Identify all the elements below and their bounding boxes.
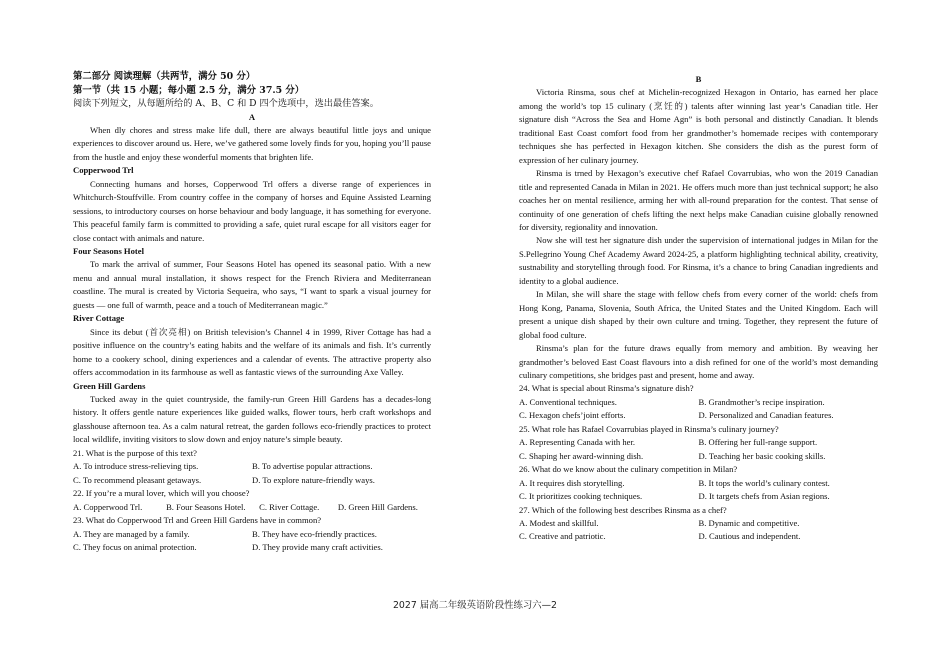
question-options xyxy=(519,396,878,423)
option-a: A. To introduce stress-relieving tips. xyxy=(73,461,199,472)
option-d: D. Cautious and independent. xyxy=(698,531,801,542)
passage-b-paragraph: Rinsma’s plan for the future draws equally from memory and ambition. By weaving her grandmother’s beloved East Coast flavours into a dish refined for one of the world’s most demanding culinary competitions, she bridges past and present, home and away. xyxy=(519,343,878,380)
passage-b-paragraph: Rinsma is trned by Hexagon’s executive chef Rafael Covarrubias, who won the 2019 Canadian title and represented Canada in Milan in 2021. He offers much more than just technical support; he also coaches her on mental resilience, arming her with all-round preparation for the contest. That sense of continuity of one generation of chefs lifting the next helps make Canadian cuisine globally renowned for diversity, regionality and innovation. xyxy=(519,168,878,232)
question-stem: 22. If you’re a mural lover, which will you choose? xyxy=(73,488,250,499)
question-stem: 26. What do we know about the culinary competition in Milan? xyxy=(519,464,738,475)
question-stem: 25. What role has Rafael Covarrubias played in Rinsma’s culinary journey? xyxy=(519,423,779,434)
section-instruction: 阅读下列短文，从每题所给的 A、B、C 和 D 四个选项中，选出最佳答案。 xyxy=(73,98,379,109)
passage-a-label: A xyxy=(248,111,256,122)
question-stem: 27. Which of the following best describes Rinsma as a chef? xyxy=(519,504,727,515)
option-c: C. To recommend pleasant getaways. xyxy=(73,474,202,485)
option-c: C. Shaping her award-winning dish. xyxy=(519,450,644,461)
item-heading: Four Seasons Hotel xyxy=(73,246,144,257)
option-b: B. Four Seasons Hotel. xyxy=(166,501,246,512)
option-b: B. Dynamic and competitive. xyxy=(698,517,800,528)
option-a: A. Conventional techniques. xyxy=(519,396,617,407)
option-a: A. Modest and skillful. xyxy=(519,517,599,528)
option-b: B. Grandmother’s recipe inspiration. xyxy=(698,396,825,407)
question-options xyxy=(73,460,431,487)
option-b: B. They have eco-friendly practices. xyxy=(252,528,377,539)
item-heading: Copperwood Trl xyxy=(73,165,134,176)
passage-b-label: B xyxy=(695,74,702,84)
option-c: C. Creative and patriotic. xyxy=(519,531,606,542)
item-text: To mark the arrival of summer, Four Seasons Hotel has opened its seasonal patio. With a new menu and annual mural installation, it shows respect for the French Riviera and Mediterranean coastline. The mural is created by Victoria Sequeira, who says, “I want to spark a visual journey for guests — one full of warmth, peace and a touch of Mediterranean magic.” xyxy=(73,259,431,310)
option-d: D. They provide many craft activities. xyxy=(252,542,383,552)
option-a: A. It requires dish storytelling. xyxy=(519,477,625,488)
option-c: C. It prioritizes cooking techniques. xyxy=(519,491,643,502)
section-title: 第二部分 阅读理解（共两节，满分 50 分） xyxy=(73,71,256,82)
option-d: D. Personalized and Canadian features. xyxy=(698,410,834,421)
left-column xyxy=(73,70,431,554)
option-d: D. Green Hill Gardens. xyxy=(337,501,418,512)
section-subtitle: 第一节（共 15 小题；每小题 2.5 分，满分 37.5 分） xyxy=(73,84,305,96)
option-d: D. It targets chefs from Asian regions. xyxy=(698,491,830,502)
item-text: Since its debut (首次亮相) on British television’s Channel 4 in 1999, River Cottage has had a positive influence on the country’s eating habits and the welfare of its animals and fish. It’s currently home to a cookery school, dining experiences and a calendar of events. The attractive property also offers accommodation in its farmhouse as well as fantastic views of the surrounding Axe Valley. xyxy=(73,326,431,378)
item-heading: Green Hill Gardens xyxy=(73,380,146,391)
item-text: Connecting humans and horses, Copperwood Trl offers a diverse range of experiences in Whitchurch-Stouffville. From country coffee in the company of horses and Equine Assisted Learning sessions, to introductory courses on horse behaviour and body language, it has something for everyone. This peaceful family farm is committed to providing a safe, quiet rural escape for all visitors eager for close contact with animals and nature. xyxy=(73,178,431,243)
option-c: C. River Cottage. xyxy=(259,501,320,512)
passage-b-paragraph: In Milan, she will share the stage with fellow chefs from every corner of the world: chefs from Hong Kong, Panama, Slovenia, South Africa, the United States and the United Kingdom. Each will present a unique dish shaped by their own culture and trning. Together, they represent the future of global food culture. xyxy=(519,289,878,340)
option-b: B. It tops the world’s culinary contest. xyxy=(698,477,830,488)
option-d: D. To explore nature-friendly ways. xyxy=(252,474,375,485)
question-stem: 21. What is the purpose of this text? xyxy=(73,447,197,458)
question-options xyxy=(519,517,878,544)
page-footer: 2027 届高二年级英语阶段性练习六—2 xyxy=(392,600,558,611)
passage-b-paragraph: Now she will test her signature dish under the supervision of international judges in Milan for the S.Pellegrino Young Chef Academy Award 2024-25, a platform highlighting technical ability, creativity, sustnability and storytelling through food. For Rinsma, it’s a chance to bring Canadian ingredients and identity to a global audience. xyxy=(519,235,878,286)
question-stem: 24. What is special about Rinsma’s signature dish? xyxy=(519,383,694,394)
option-a: A. They are managed by a family. xyxy=(73,528,190,539)
item-heading: River Cottage xyxy=(73,313,125,324)
option-b: B. To advertise popular attractions. xyxy=(252,461,373,472)
passage-b-paragraph: Victoria Rinsma, sous chef at Michelin-recognized Hexagon in Ontario, has earned her place among the world’s top 15 culinary (烹饪的) talents after winning last year’s Canadian title. Her signature dish “Across the Sea and Home Agn” is both personal and distinctly Canadian. It blends traditional East Coast comfort food from her grandmother’s homemade recipes with contemporary techniques she has perfected in Hexagon kitchen. She considers the dish as the purest form of expression of her culinary journey. xyxy=(519,87,878,165)
option-a: A. Representing Canada with her. xyxy=(519,437,635,448)
option-b: B. Offering her full-range support. xyxy=(698,437,818,448)
option-c: C. They focus on animal protection. xyxy=(73,542,197,552)
right-column xyxy=(519,73,878,544)
question-stem: 23. What do Copperwood Trl and Green Hill Gardens have in common? xyxy=(73,515,322,526)
option-d: D. Teaching her basic cooking skills. xyxy=(698,450,826,461)
item-text: Tucked away in the quiet countryside, the family-run Green Hill Gardens has a decades-long history. It offers gentle nature experiences like guided walks, flower tours, herb craft workshops and glasshouse afternoon tea. As a calm natural retreat, the garden follows eco-friendly practices to protect local wildlife, inviting visitors to slow down and enjoy nature’s simple beauty. xyxy=(73,394,431,445)
passage-a-intro: When dly chores and stress make life dull, there are always beautiful little joys and unique experiences to discover around us. Here, we’ve gathered some lovely finds for you, hoping you’ll pause from the hustle and enjoy these wonderful moments that brighten life. xyxy=(73,124,431,162)
question-options xyxy=(519,436,878,463)
option-a: A. Copperwood Trl. xyxy=(73,501,143,512)
option-c: C. Hexagon chefs’joint efforts. xyxy=(519,410,626,421)
question-options xyxy=(73,528,431,555)
question-options xyxy=(73,501,431,514)
question-options xyxy=(519,477,878,504)
